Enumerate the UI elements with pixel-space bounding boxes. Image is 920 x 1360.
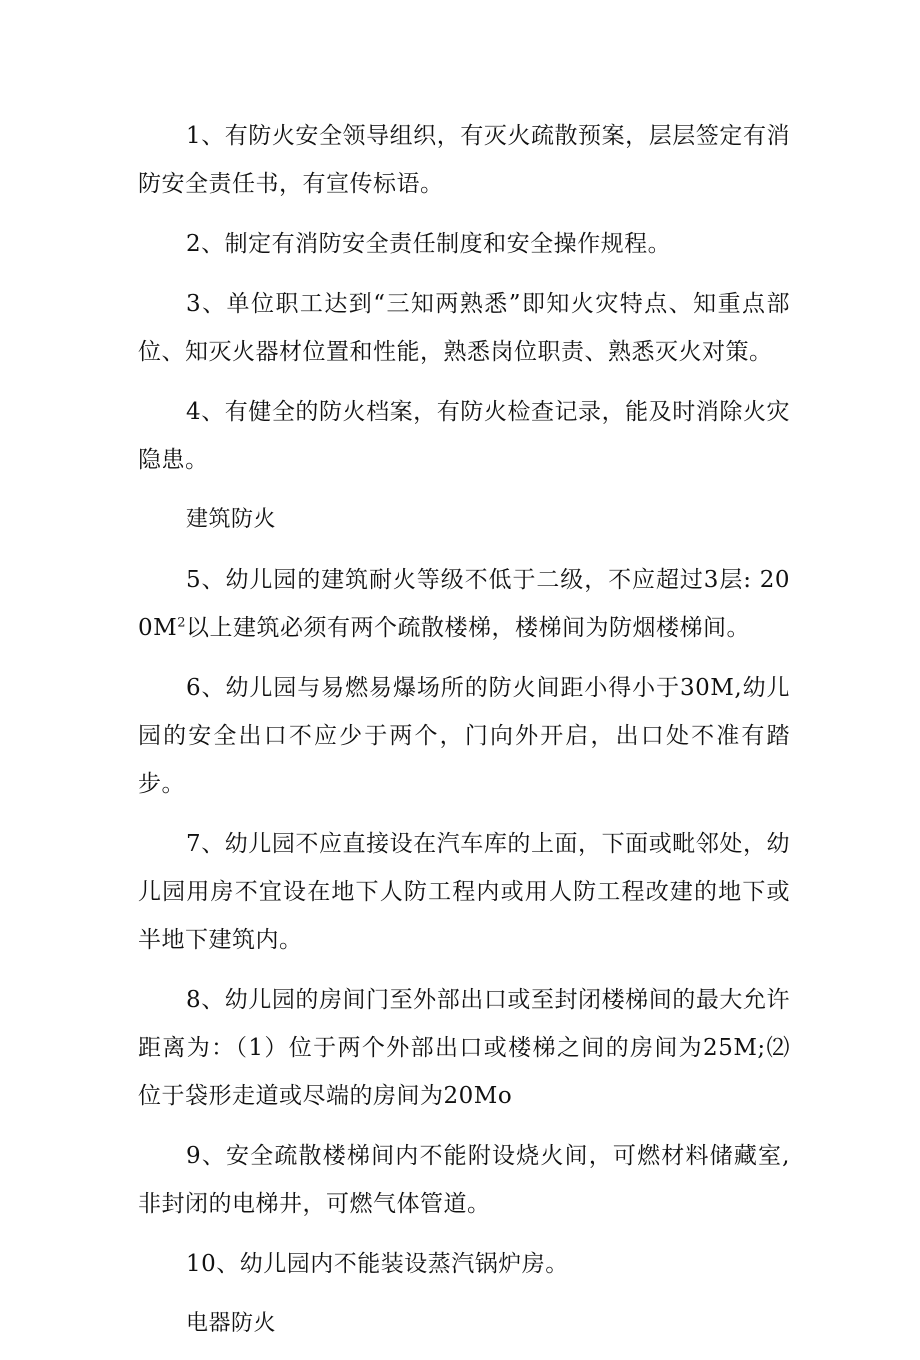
paragraph-9: 9、安全疏散楼梯间内不能附设烧火间，可燃材料储藏室,非封闭的电梯井，可燃气体管道。: [138, 1143, 790, 1217]
paragraph-7: 7、幼儿园不应直接设在汽车库的上面，下面或毗邻处，幼儿园用房不宜设在地下人防工程内或用人防工程改建的地下或半地下建筑内。: [138, 831, 790, 953]
paragraph-4: 4、有健全的防火档案，有防火检查记录，能及时消除火灾隐患。: [138, 399, 790, 473]
paragraph-3: 3、单位职工达到“三知两熟悉”即知火灾特点、知重点部位、知灭火器材位置和性能，熟悉岗位职责、熟悉灭火对策。: [138, 291, 790, 365]
document-body: [138, 112, 790, 1360]
paragraph-10: 10、幼儿园内不能装设蒸汽锅炉房。: [186, 1251, 569, 1277]
section-heading-electrical-fire: 电器防火: [186, 1311, 277, 1336]
superscript-2: 2: [177, 615, 186, 631]
section-heading-building-fire: 建筑防火: [186, 507, 277, 532]
paragraph-2: 2、制定有消防安全责任制度和安全操作规程。: [186, 231, 672, 257]
paragraph-5-main: 5、幼儿园的建筑耐火等级不低于二级，不应超过3层: 200M: [138, 567, 790, 641]
paragraph-1: 1、有防火安全领导组织，有灭火疏散预案，层层签定有消防安全责任书，有宣传标语。: [138, 123, 790, 197]
paragraph-5: [138, 556, 790, 652]
paragraph-6: 6、幼儿园与易燃易爆场所的防火间距小得小于30M,幼儿园的安全出口不应少于两个，门向外开启，出口处不准有踏步。: [138, 675, 790, 797]
paragraph-5-rest: 以上建筑必须有两个疏散楼梯，楼梯间为防烟楼梯间。: [185, 615, 750, 641]
paragraph-8: 8、幼儿园的房间门至外部出口或至封闭楼梯间的最大允许距离为：（1）位于两个外部出口或楼梯之间的房间为25M;⑵位于袋形走道或尽端的房间为20Mo: [138, 987, 790, 1109]
